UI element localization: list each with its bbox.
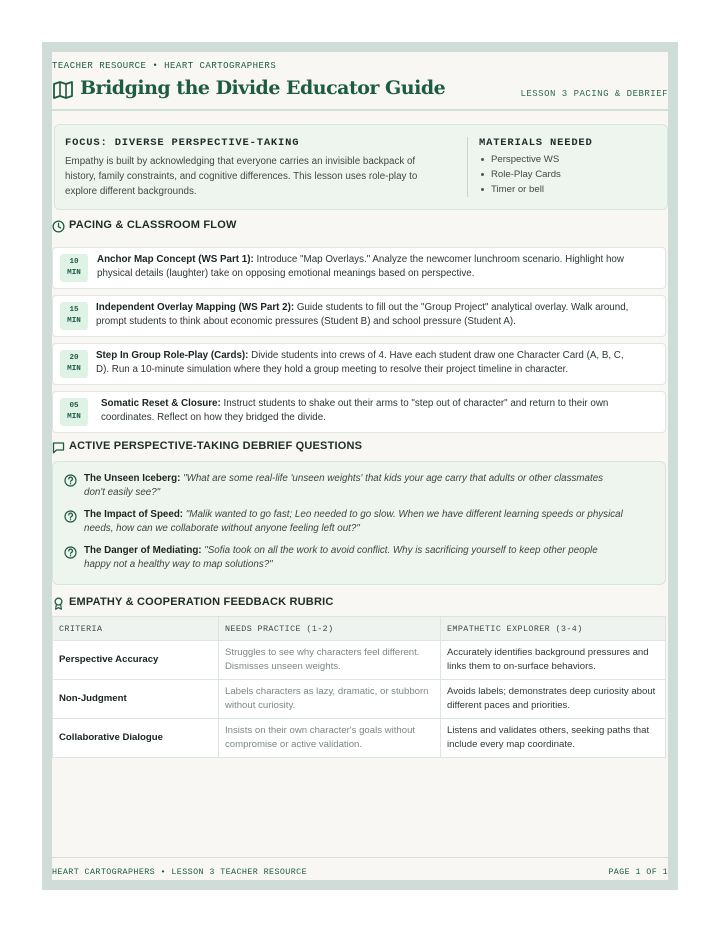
step-line: Instruct students to shake out their arms to "step out of character" and return to their own [220, 398, 609, 409]
question-icon [64, 546, 77, 559]
step-line: Introduce "Map Overlays." Analyze the newcomer lunchroom scenario. Highlight how [253, 254, 624, 265]
debrief-panel [52, 461, 666, 585]
time-badge [60, 254, 88, 282]
column-header: EMPATHETIC EXPLORER (3-4) [441, 617, 666, 641]
question-text [84, 544, 598, 572]
step-title: Step In Group Role-Play (Cards): [96, 350, 249, 361]
criteria-cell: Perspective Accuracy [53, 641, 219, 680]
explorer-cell: Accurately identifies background pressures and links them to on-surface behaviors. [441, 641, 666, 680]
step-line: prompt students to think about economic pressures (Student B) and school pressure (Student A). [96, 316, 516, 327]
page-title: Bridging the Divide Educator Guide [80, 77, 446, 99]
footer-left: HEART CARTOGRAPHERS • LESSON 3 TEACHER RESOURCE [52, 867, 308, 877]
step-line: Guide students to fill out the "Group Project" analytical overlay. Walk around, [294, 302, 629, 313]
time-unit: MIN [67, 269, 81, 277]
focus-divider [467, 137, 468, 197]
table-row [53, 680, 666, 719]
footer-divider [52, 857, 668, 858]
time-unit: MIN [67, 413, 81, 421]
focus-panel [54, 124, 668, 210]
pacing-heading-text: PACING & CLASSROOM FLOW [69, 219, 237, 231]
time-unit: MIN [67, 317, 81, 325]
question-line: "What are some real-life 'unseen weights' that kids your age carry that adults or other classmates [180, 473, 604, 484]
step-text [96, 301, 655, 329]
clock-icon [52, 220, 65, 233]
question-line: don't easily see?" [84, 487, 161, 498]
pacing-step [52, 295, 666, 337]
pacing-step [52, 247, 666, 289]
question-label: The Impact of Speed: [84, 509, 184, 520]
time-badge [60, 302, 88, 330]
page-number: PAGE 1 OF 1 [608, 867, 668, 877]
debrief-heading [52, 439, 668, 457]
kicker: TEACHER RESOURCE • HEART CARTOGRAPHERS [52, 61, 277, 71]
materials-item: Timer or bell [479, 182, 561, 197]
question-icon [64, 510, 77, 523]
step-line: D). Run a 10-minute simulation where they hold a group meeting to resolve their project timeline in character. [96, 364, 569, 375]
needs-practice-cell: Labels characters as lazy, dramatic, or stubborn without curiosity. [219, 680, 441, 719]
question-label: The Unseen Iceberg: [84, 473, 181, 484]
time-badge [60, 350, 88, 378]
time-value: 20 [69, 354, 79, 362]
step-text [97, 253, 655, 281]
time-value: 10 [69, 258, 79, 266]
focus-body: Empathy is built by acknowledging that everyone carries an invisible backpack of history, family constraints, and cognitive differences. This lesson uses role-play to explore different backgrounds. [65, 156, 418, 197]
rubric-table [52, 616, 666, 758]
column-header: NEEDS PRACTICE (1-2) [219, 617, 441, 641]
rubric-heading-text: EMPATHY & COOPERATION FEEDBACK RUBRIC [69, 596, 334, 608]
pacing-heading [52, 218, 668, 236]
step-title: Anchor Map Concept (WS Part 1): [97, 254, 254, 265]
title-divider [52, 109, 668, 111]
needs-practice-cell: Insists on their own character's goals without compromise or active validation. [219, 719, 441, 758]
step-line: physical details (laughter) take on opposing emotional meanings based on perspective. [97, 268, 475, 279]
time-unit: MIN [67, 365, 81, 373]
question-line: needs, how can we collaborate without anyone feeling left out?" [84, 523, 360, 534]
materials-list [479, 152, 561, 197]
question-text [84, 472, 603, 500]
step-text [96, 349, 655, 377]
criteria-cell: Non-Judgment [53, 680, 219, 719]
question-line: "Sofia took on all the work to avoid conflict. Why is sacrificing yourself to keep other people [201, 545, 598, 556]
materials-item: Perspective WS [479, 152, 561, 167]
title-row [52, 76, 668, 110]
page-frame [42, 42, 678, 890]
table-header-row [53, 617, 666, 641]
column-header: CRITERIA [53, 617, 219, 641]
lesson-tag: LESSON 3 PACING & DEBRIEF [520, 89, 668, 99]
question-text [84, 508, 623, 536]
step-text [101, 397, 655, 425]
rubric-heading [52, 595, 668, 613]
question-line: "Malik wanted to go fast; Leo needed to go slow. When we have different learning speeds or physical [183, 509, 623, 520]
question-line: happy not a healthy way to map solutions?" [84, 559, 273, 570]
pacing-step [52, 343, 666, 385]
debrief-heading-text: ACTIVE PERSPECTIVE-TAKING DEBRIEF QUESTIONS [69, 440, 363, 452]
time-value: 05 [69, 402, 79, 410]
time-badge [60, 398, 88, 426]
needs-practice-cell: Struggles to see why characters feel different. Dismisses unseen weights. [219, 641, 441, 680]
materials-title: MATERIALS NEEDED [479, 137, 593, 149]
pacing-step [52, 391, 666, 433]
focus-title: FOCUS: DIVERSE PERSPECTIVE-TAKING [65, 137, 300, 149]
map-icon [52, 80, 74, 100]
step-title: Somatic Reset & Closure: [101, 398, 221, 409]
explorer-cell: Listens and validates others, seeking paths that include every map coordinate. [441, 719, 666, 758]
materials-item: Role-Play Cards [479, 167, 561, 182]
question-label: The Danger of Mediating: [84, 545, 202, 556]
step-title: Independent Overlay Mapping (WS Part 2): [96, 302, 295, 313]
criteria-cell: Collaborative Dialogue [53, 719, 219, 758]
step-line: Divide students into crews of 4. Have each student draw one Character Card (A, B, C, [248, 350, 624, 361]
document-page [52, 52, 668, 880]
time-value: 15 [69, 306, 79, 314]
step-line: coordinates. Reflect on how they bridged the divide. [101, 412, 326, 423]
table-row [53, 719, 666, 758]
explorer-cell: Avoids labels; demonstrates deep curiosity about different paces and priorities. [441, 680, 666, 719]
question-icon [64, 474, 77, 487]
chat-icon [52, 441, 65, 454]
award-icon [52, 597, 65, 610]
table-row [53, 641, 666, 680]
